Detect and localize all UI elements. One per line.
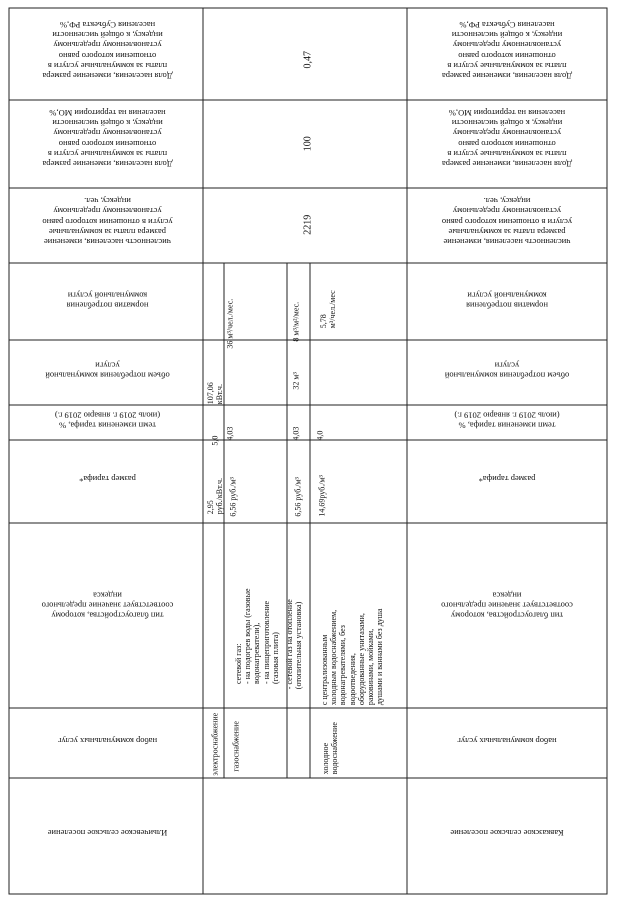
header-population-count-right: численность населения, изменение размера платы за коммунальные услуги в отношении которого равно установленному предельному индексу, чел. xyxy=(441,196,573,247)
header-population-count: численность населения, изменение размера платы за коммунальные услуги в отношении которого равно установленному предельному индексу, чел. xyxy=(42,196,173,247)
header-consumption-norm-right: норматив потребления коммунальной услуги xyxy=(466,290,548,311)
header-tariff-size-right: размер тарифа* xyxy=(478,474,536,485)
header-population-fraction-subject-right: Доля населения, изменение размера платы за коммунальные услуги в отношении которого равно установленному предельному индексу, к общей численности населения Субъекта РФ,% xyxy=(441,20,573,82)
norm-gas-heating: 8 м³/м²/мес. xyxy=(291,301,301,342)
service-cold-water: холодное водоснабжение xyxy=(320,722,339,775)
header-population-fraction-mo-right: Доля населения, изменение размера платы за коммунальные услуги в отношении которого равно установленному предельному индексу, к общей численности населения на территории МО,% xyxy=(441,108,573,170)
norm-cold-water: 5,78 м³/чел./мес xyxy=(318,290,337,329)
header-utilities-set-right: набор коммунальных услуг xyxy=(457,736,557,747)
header-utilities-set: набор коммунальных услуг xyxy=(57,736,158,747)
tariff-electricity: 2,95 руб./кВт.ч. xyxy=(205,477,224,515)
volume-gas-heating: 32 м³ xyxy=(291,372,301,390)
improvement-gas-heating: - сетевой газ на отопление (отопительная установка) xyxy=(284,599,303,690)
header-consumption-volume: объем потребления коммунальной услуги xyxy=(45,360,170,381)
improvement-cold-water: с централизованным холодным водоснабжением, водонагревателями, без водоотведения, оборудованные унитазами, раковинами, мойками, душами и ваннами без душа xyxy=(319,608,384,706)
header-population-fraction-subject: Доля населения, изменение размера платы за коммунальные услуги в отношении которого равно установленному предельному индексу, к общей численности населения Субъекта РФ,% xyxy=(42,20,173,82)
header-consumption-norm: норматив потребления коммунальной услуги xyxy=(66,290,149,311)
improvement-gas: сетевой газ: - на подогрев воды (газовые водонагреватели), - на пищеприготовление (газовая плита) xyxy=(234,588,280,684)
service-gas: газоснабжение xyxy=(231,721,241,772)
header-tariff-change-rate: темп изменения тарифа, % (июль 2019 г. январю 2019 г.) xyxy=(54,410,161,431)
header-population-fraction-mo: Доля населения, изменение размера платы за коммунальные услуги в отношении которого равно установленному предельному индексу, к общей численности населения на территории МО,% xyxy=(42,108,173,170)
header-consumption-volume-right: объем потребления коммунальной услуги xyxy=(444,360,570,381)
settlement-name-right: Кавказское сельское поселение xyxy=(450,828,564,839)
header-improvement-type: тип благоустройства, которому соответствует значение предельного индекса xyxy=(41,590,174,621)
rate-gas: 4,03 xyxy=(225,426,235,441)
value-population-fraction-subject: 0,47 xyxy=(302,51,314,69)
tariff-cold-water: 14,69руб./м³ xyxy=(317,475,327,517)
volume-electricity: 107,06 кВт.ч. xyxy=(205,382,224,405)
tariff-gas-heating: 6,56 руб./м³ xyxy=(293,477,303,517)
header-tariff-change-rate-right: темп изменения тарифа, % (июль 2019 г. январю 2019 г.) xyxy=(454,410,560,431)
header-tariff-size: размер тарифа* xyxy=(79,474,136,485)
service-electricity: электроснабжение xyxy=(210,712,220,776)
rate-cold-water: 4,0 xyxy=(315,430,325,441)
rate-gas-heating: 4,03 xyxy=(291,426,301,441)
rate-electricity: 5,0 xyxy=(210,435,220,446)
value-population-count: 2219 xyxy=(302,214,314,235)
header-improvement-type-right: тип благоустройства, которому соответствует значение предельного индекса xyxy=(441,590,573,621)
settlement-name-left: Ильичевское сельское поселение xyxy=(47,828,168,839)
value-population-fraction-mo: 100 xyxy=(302,136,314,152)
norm-gas: 36 м³/чел./мес. xyxy=(225,298,235,349)
tariff-gas: 6,56 руб./м³ xyxy=(228,477,238,517)
